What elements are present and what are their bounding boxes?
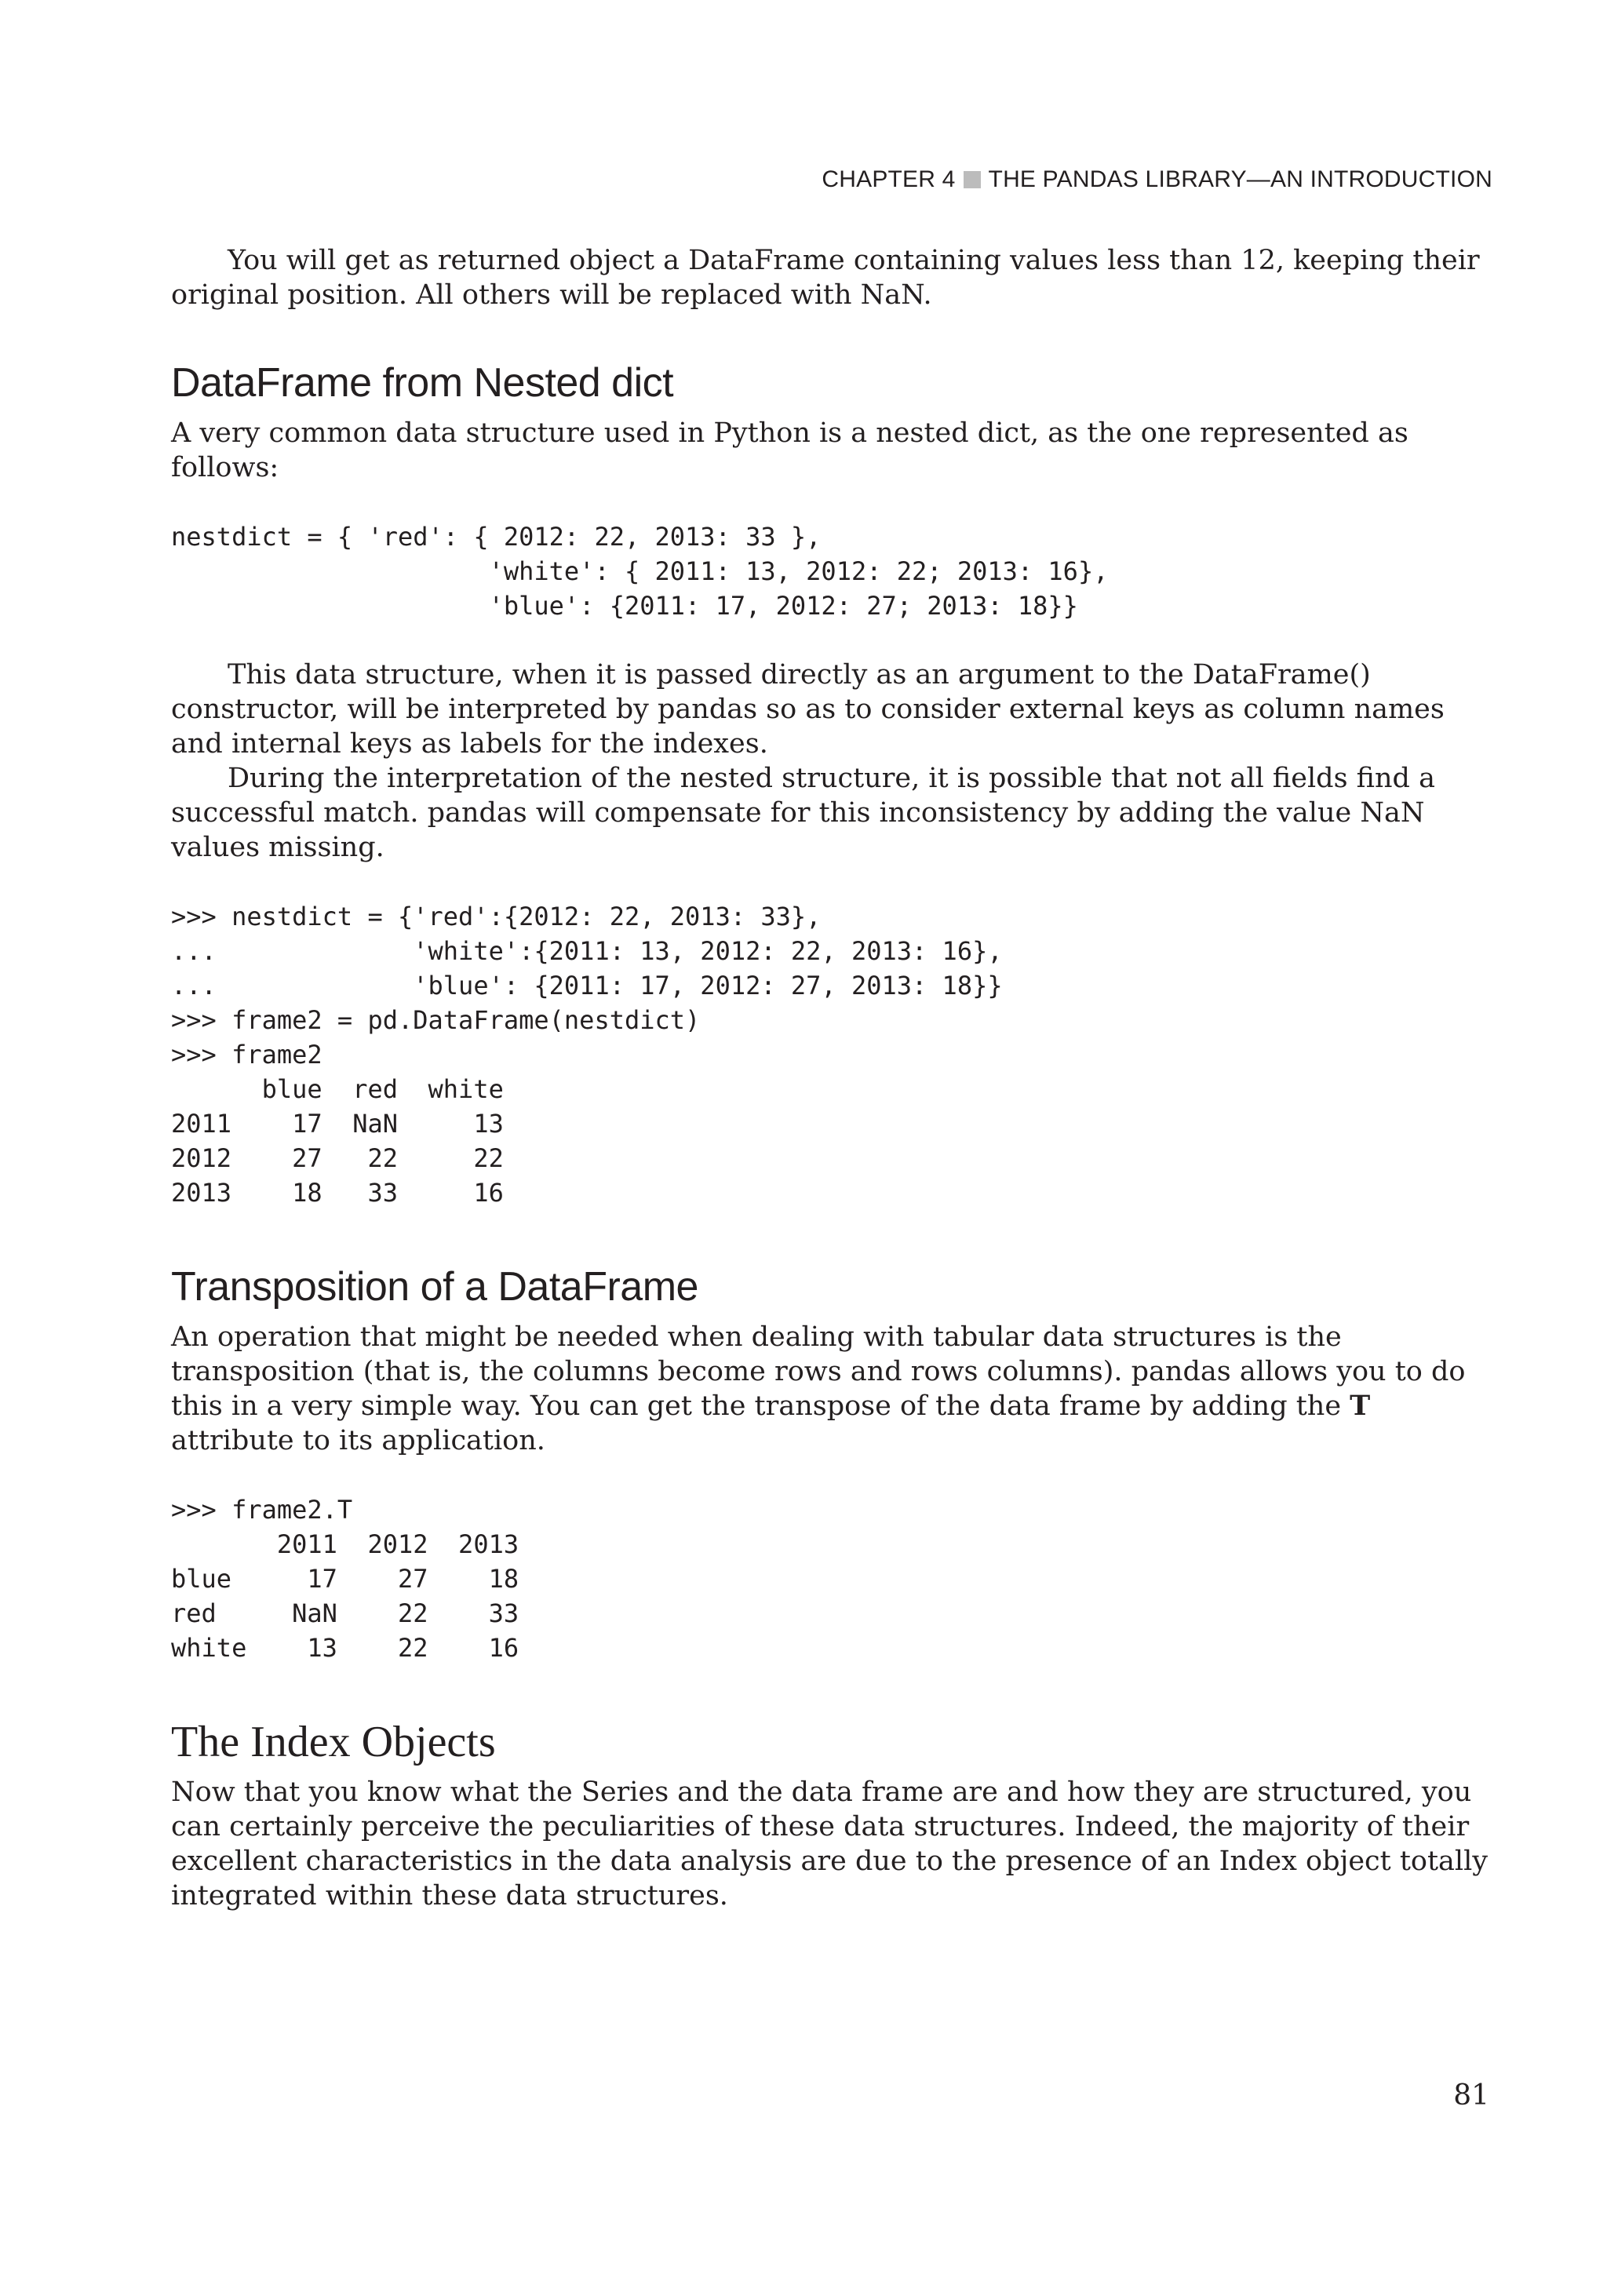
- running-header: [822, 166, 1492, 193]
- code-block-frame2-transpose: >>> frame2.T 2011 2012 2013 blue 17 27 18 red NaN 22 33 white 13 22 16: [171, 1495, 519, 1663]
- transpose-attribute: T: [1350, 1390, 1371, 1422]
- header-square-icon: [964, 171, 981, 188]
- paragraph-returned-object: You will get as returned object a DataFrame containing values less than 12, keeping their original position. All others will be replaced with NaN.: [171, 245, 1480, 311]
- transposition-text-after: attribute to its application.: [171, 1425, 545, 1456]
- paragraph-data-structure-interpretation: This data structure, when it is passed directly as an argument to the DataFrame() constructor, will be interpreted by pandas so as to consider external keys as column names and internal keys as labels for the indexes.: [171, 659, 1445, 760]
- page-content: [171, 243, 1489, 1913]
- heading-dataframe-from-nested-dict: DataFrame from Nested dict: [171, 360, 674, 406]
- chapter-title: THE PANDAS LIBRARY—AN INTRODUCTION: [988, 166, 1492, 192]
- heading-index-objects: The Index Objects: [171, 1718, 496, 1766]
- paragraph-index-objects: Now that you know what the Series and the data frame are and how they are structured, you can certainly perceive the peculiarities of these data structures. Indeed, the majority of their excellent characteristics in the data analysis are due to the presence of an Index object totally integrated within these data structures.: [171, 1777, 1489, 1912]
- paragraph-nested-dict-intro: A very common data structure used in Python is a nested dict, as the one represented as follows:: [171, 417, 1408, 483]
- page-number: 81: [1453, 2079, 1489, 2112]
- transposition-text-before: An operation that might be needed when dealing with tabular data structures is the transposition (that is, the columns become rows and rows columns). pandas allows you to do this in a very simple way. You can get the transpose of the data frame by adding the: [171, 1321, 1466, 1422]
- chapter-label: CHAPTER 4: [822, 166, 956, 192]
- paragraph-transposition: [171, 1320, 1489, 1458]
- heading-transposition: Transposition of a DataFrame: [171, 1264, 698, 1310]
- code-block-frame2: >>> nestdict = {'red':{2012: 22, 2013: 33}, ... 'white':{2011: 13, 2012: 22, 2013: 16}, ... 'blue': {2011: 17, 2012: 27, 2013: 18}} >>> frame2 = pd.DataFrame(nestdict) >>> frame2 blue red white 2011 17 NaN 13 2012 27 22 22 2013 18 33 16: [171, 902, 1003, 1208]
- paragraph-nan-compensation: During the interpretation of the nested structure, it is possible that not all fields find a successful match. pandas will compensate for this inconsistency by adding the value NaN values missing.: [171, 763, 1435, 863]
- code-block-nestdict: nestdict = { 'red': { 2012: 22, 2013: 33 }, 'white': { 2011: 13, 2012: 22; 2013: 16}, 'blue': {2011: 17, 2012: 27; 2013: 18}}: [171, 522, 1109, 621]
